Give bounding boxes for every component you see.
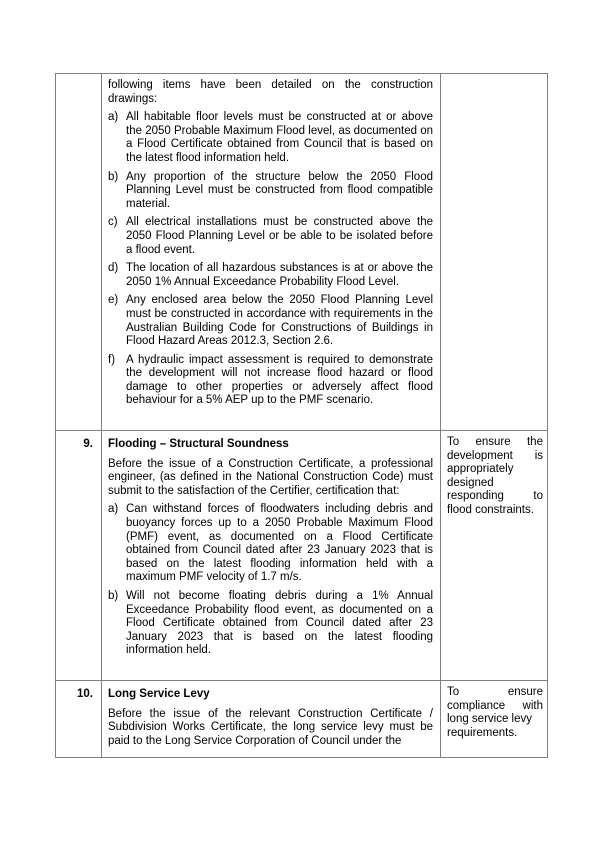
condition-number: 9. (56, 431, 102, 681)
reason-word: compliance (447, 699, 506, 712)
reason-word: ensure (507, 686, 543, 698)
reason-line (447, 477, 543, 491)
item-text: All habitable floor levels must be constructed at or above the 2050 Probable Maximum Flood level, as documented on a Flood Certificate obtained from Council that is based on the latest flood information held. (126, 111, 433, 164)
reason-line (447, 686, 543, 700)
item-label: f) (108, 353, 116, 366)
reason-word: development (447, 449, 513, 462)
condition-intro: Before the issue of a Construction Certificate, a professional engineer, (as defined in the National Construction Code) must submit to the satisfaction of the Certifier, certification that: (108, 457, 433, 497)
item-label: d) (108, 262, 119, 275)
reason-line (447, 490, 543, 504)
table-row-9 (56, 431, 548, 681)
reason-word: is (534, 449, 543, 462)
number-cell (56, 74, 102, 431)
reason-word: appropriately (447, 463, 514, 476)
reason-word: to (533, 490, 543, 503)
reason-line (447, 727, 543, 741)
reason-word: designed (447, 476, 494, 489)
list-item (108, 262, 433, 289)
list-item (108, 171, 433, 212)
list-item (108, 216, 433, 257)
reason-word: ensure (475, 436, 511, 448)
item-text: Can withstand forces of floodwaters including debris and buoyancy forces up to a 2050 Probable Maximum Flood (PMF) event, as documented on a Flood Certificate obtained from Council dated after 23 January 2023 that is based on the latest flooding information held with a maximum PMF velocity of 1.7 m/s. (126, 503, 433, 584)
item-label: a) (108, 111, 119, 124)
condition-title: Flooding – Structural Soundness (108, 438, 289, 450)
list-item (108, 111, 433, 165)
conditions-table (55, 73, 548, 758)
list-item (108, 294, 433, 348)
table-row-continued (56, 74, 548, 431)
reason-word: To (447, 436, 460, 448)
item-text: The location of all hazardous substances is at or above the 2050 1% Annual Exceedance Probability Flood Level. (126, 262, 433, 288)
item-label: b) (108, 170, 119, 183)
reason-cell (441, 431, 548, 681)
reason-word: flood constraints. (447, 503, 534, 516)
condition-number: 10. (56, 681, 102, 758)
reason-word: To (447, 686, 460, 698)
reason-word: with (522, 699, 543, 712)
reason-line (447, 436, 543, 450)
item-text: Any proportion of the structure below the 2050 Flood Planning Level must be constructed from flood compatible material. (126, 170, 433, 210)
reason-line (447, 463, 543, 477)
item-label: b) (108, 589, 119, 602)
condition-cell (102, 681, 441, 758)
reason-line (447, 700, 543, 714)
reason-line (447, 504, 543, 518)
item-text: All electrical installations must be constructed above the 2050 Flood Planning Level or be able to be isolated before a flood event. (126, 216, 433, 256)
item-label: a) (108, 503, 119, 516)
reason-word: the (526, 436, 543, 448)
condition-intro: following items have been detailed on the construction drawings: (108, 79, 433, 105)
list-item (108, 354, 433, 408)
reason-line (447, 713, 543, 727)
reason-line (447, 450, 543, 464)
condition-cell (102, 74, 441, 431)
item-label: c) (108, 216, 118, 229)
condition-intro: Before the issue of the relevant Construction Certificate / Subdivision Works Certificate, the long service levy must be paid to the Long Service Corporation of Council under the (108, 707, 433, 747)
list-item (108, 503, 433, 585)
item-label: e) (108, 294, 119, 307)
item-text: A hydraulic impact assessment is required to demonstrate the development will not increase flood hazard or flood damage to other properties or adversely affect flood behaviour for a 5% AEP up to the PMF scenario. (126, 353, 433, 407)
reason-word: requirements. (447, 726, 518, 739)
reason-cell (441, 74, 548, 431)
condition-title: Long Service Levy (108, 688, 210, 700)
list-item (108, 590, 433, 658)
item-text: Will not become floating debris during a 1% Annual Exceedance Probability flood event, as documented on a Flood Certificate obtained from Council dated after 23 January 2023 that is based on the latest flooding information held. (126, 589, 433, 657)
item-text: Any enclosed area below the 2050 Flood Planning Level must be constructed in accordance with requirements in the Australian Building Code for Constructions of Buildings in Flood Hazard Areas 2012.3, Section 2.6. (126, 294, 433, 348)
reason-word: responding (447, 490, 504, 503)
table-row-10 (56, 681, 548, 758)
reason-cell (441, 681, 548, 758)
condition-cell (102, 431, 441, 681)
reason-word: long service levy (447, 713, 533, 726)
